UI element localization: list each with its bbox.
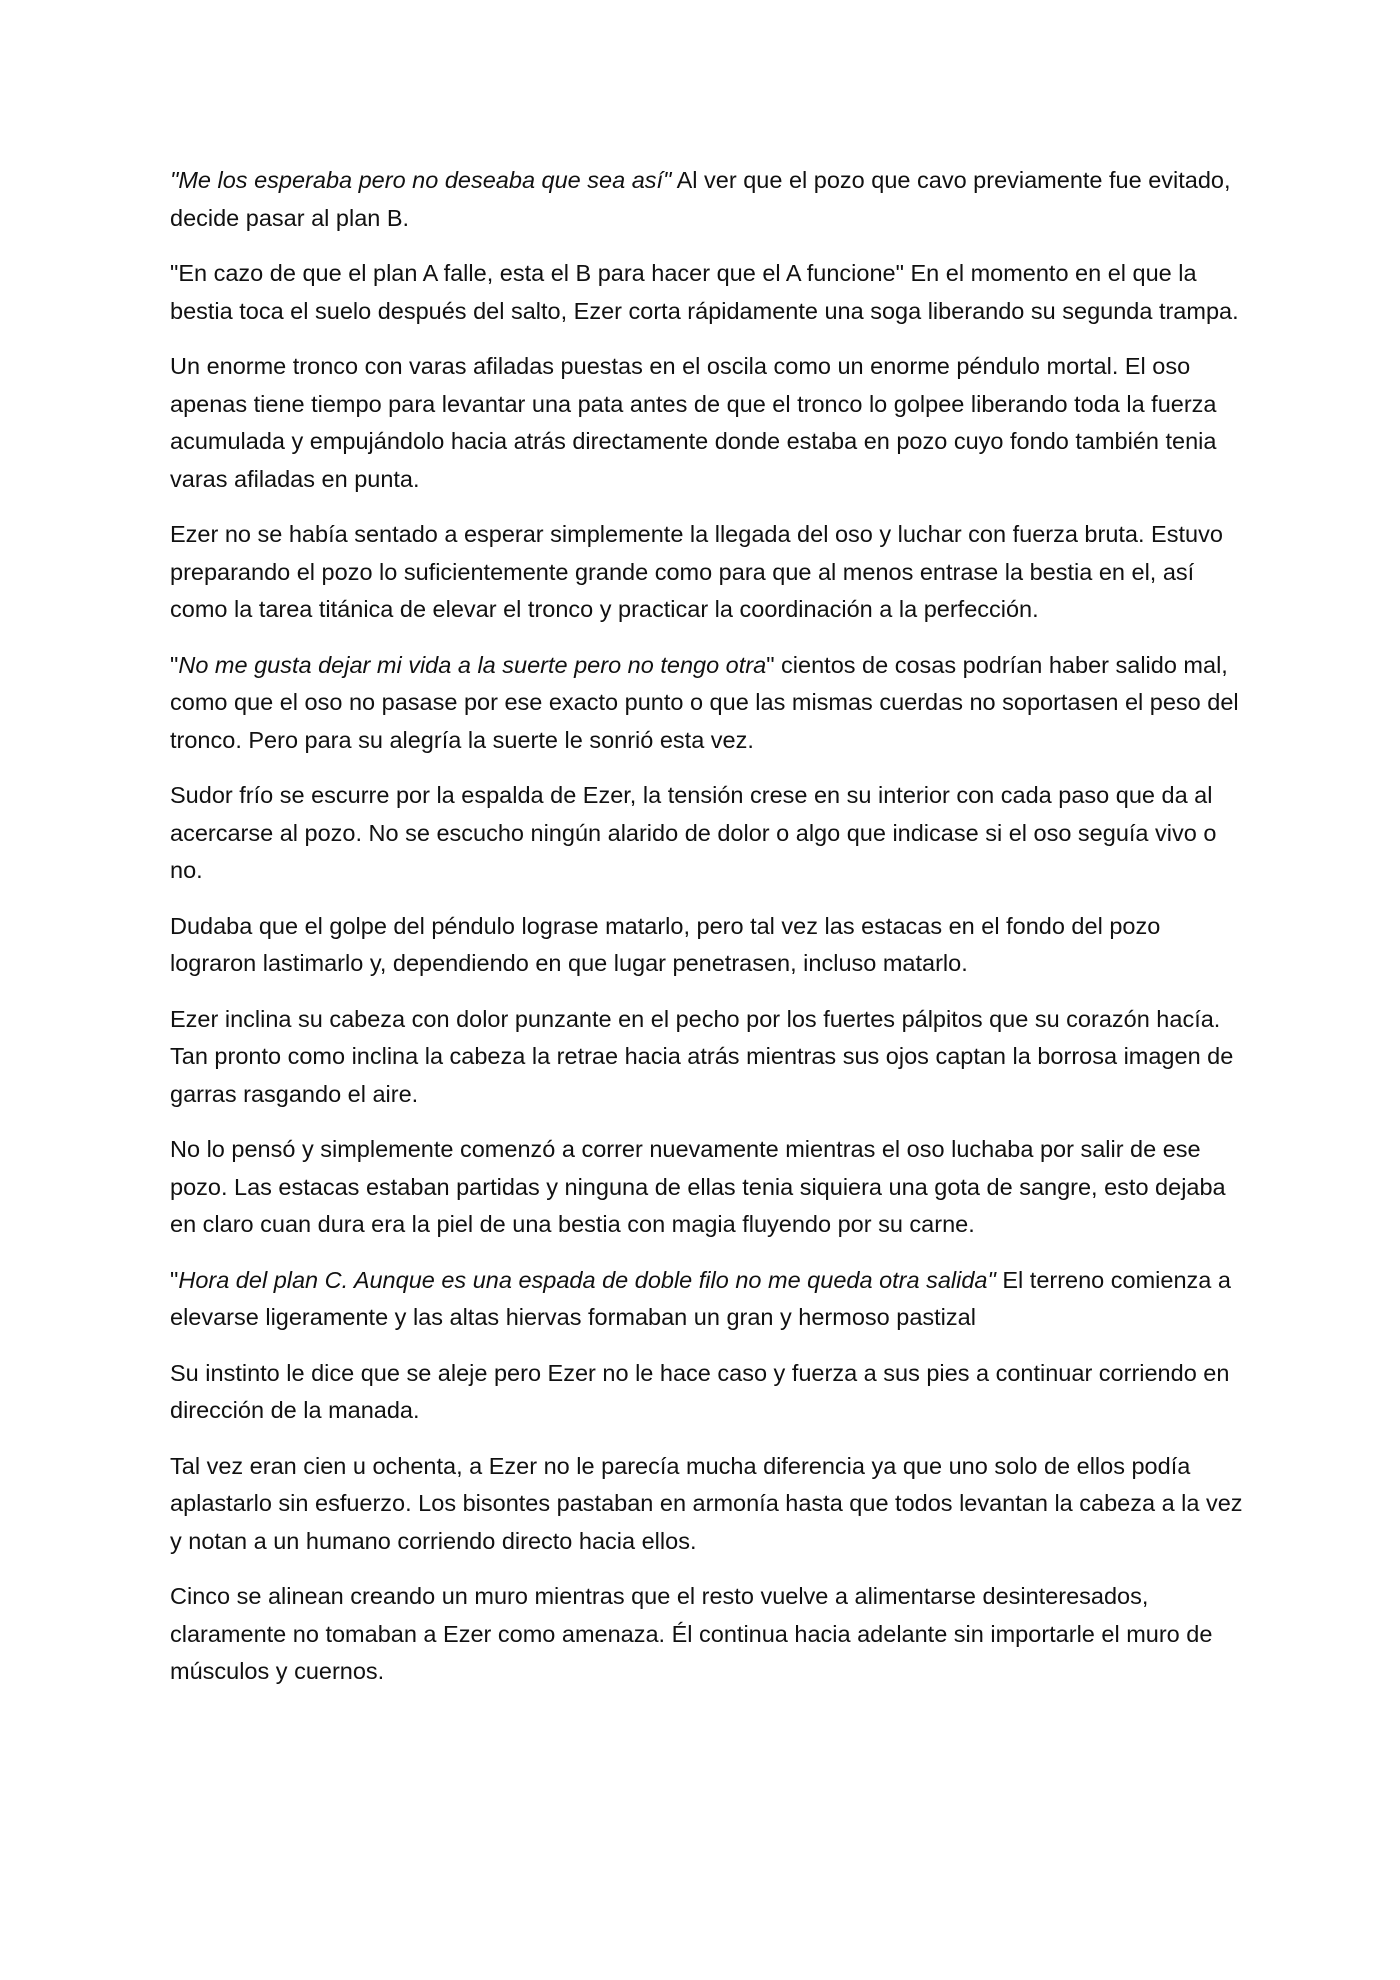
paragraph-5 xyxy=(170,647,1245,760)
paragraph-1 xyxy=(170,162,1245,237)
paragraph-4 xyxy=(170,516,1245,629)
paragraph-9 xyxy=(170,1131,1245,1244)
paragraph-3 xyxy=(170,348,1245,498)
paragraph-10 xyxy=(170,1262,1245,1337)
paragraph-7-post: Dudaba que el golpe del péndulo lograse matarlo, pero tal vez las estacas en el fondo del pozo lograron lastimarlo y, dependiendo en que lugar penetrasen, incluso matarlo. xyxy=(170,912,1161,976)
paragraph-1-italic: "Me los esperaba pero no deseaba que sea así" xyxy=(170,167,672,193)
paragraph-8-post: Ezer inclina su cabeza con dolor punzante en el pecho por los fuertes pálpitos que su corazón hacía. Tan pronto como inclina la cabeza la retrae hacia atrás mientras sus ojos captan la borrosa imagen de garras rasgando el aire. xyxy=(170,1005,1234,1107)
paragraph-12 xyxy=(170,1448,1245,1561)
paragraph-4-post: Ezer no se había sentado a esperar simplemente la llegada del oso y luchar con fuerza bruta. Estuvo preparando el pozo lo suficientemente grande como para que al menos entrase la bestia en el, así como la tarea titánica de elevar el tronco y practicar la coordinación a la perfección. xyxy=(170,521,1223,622)
paragraph-12-post: Tal vez eran cien u ochenta, a Ezer no le parecía mucha diferencia ya que uno solo de ellos podía aplastarlo sin esfuerzo. Los bisontes pastaban en armonía hasta que todos levantan la cabeza a la vez y notan a un humano corriendo directo hacia ellos. xyxy=(170,1452,1243,1554)
paragraph-5-pre: " xyxy=(170,651,179,678)
paragraph-13 xyxy=(170,1578,1245,1691)
paragraph-9-post: No lo pensó y simplemente comenzó a correr nuevamente mientras el oso luchaba por salir de ese pozo. Las estacas estaban partidas y ninguna de ellas tenia siquiera una gota de sangre, esto dejaba en claro cuan dura era la piel de una bestia con magia fluyendo por su carne. xyxy=(170,1136,1226,1237)
paragraph-7 xyxy=(170,908,1245,983)
paragraph-3-post: Un enorme tronco con varas afiladas puestas en el oscila como un enorme péndulo mortal. El oso apenas tiene tiempo para levantar una pata antes de que el tronco lo golpee liberando toda la fuerza acumulada y empujándolo hacia atrás directamente donde estaba en pozo cuyo fondo también tenia varas afiladas en punta. xyxy=(170,353,1217,492)
paragraph-10-pre: " xyxy=(170,1266,179,1293)
paragraph-5-italic: No me gusta dejar mi vida a la suerte pero no tengo otra xyxy=(178,651,767,678)
paragraph-6 xyxy=(170,777,1245,890)
paragraph-11 xyxy=(170,1355,1245,1430)
paragraph-2-post: "En cazo de que el plan A falle, esta el B para hacer que el A funcione" En el momento en el que la bestia toca el suelo después del salto, Ezer corta rápidamente una soga liberando su segunda trampa. xyxy=(170,260,1239,324)
paragraph-5-post: " cientos de cosas podrían haber salido mal, como que el oso no pasase por ese exacto punto o que las mismas cuerdas no soportasen el peso del tronco. Pero para su alegría la suerte le sonrió esta vez. xyxy=(170,651,1239,753)
document-page xyxy=(170,162,1245,1709)
paragraph-10-italic: Hora del plan C. Aunque es una espada de doble filo no me queda otra salida" xyxy=(178,1266,996,1293)
paragraph-2 xyxy=(170,255,1245,330)
paragraph-1-post: Al ver que el pozo que cavo previamente fue evitado, decide pasar al plan B. xyxy=(170,167,1231,231)
paragraph-8 xyxy=(170,1001,1245,1114)
paragraph-10-post: El terreno comienza a elevarse ligeramente y las altas hiervas formaban un gran y hermoso pastizal xyxy=(170,1266,1231,1330)
paragraph-6-post: Sudor frío se escurre por la espalda de Ezer, la tensión crese en su interior con cada paso que da al acercarse al pozo. No se escucho ningún alarido de dolor o algo que indicase si el oso seguía vivo o no. xyxy=(170,782,1217,883)
paragraph-13-post: Cinco se alinean creando un muro mientras que el resto vuelve a alimentarse desinteresados, claramente no tomaban a Ezer como amenaza. Él continua hacia adelante sin importarle el muro de músculos y cuernos. xyxy=(170,1583,1213,1684)
paragraph-11-post: Su instinto le dice que se aleje pero Ezer no le hace caso y fuerza a sus pies a continuar corriendo en dirección de la manada. xyxy=(170,1359,1230,1423)
